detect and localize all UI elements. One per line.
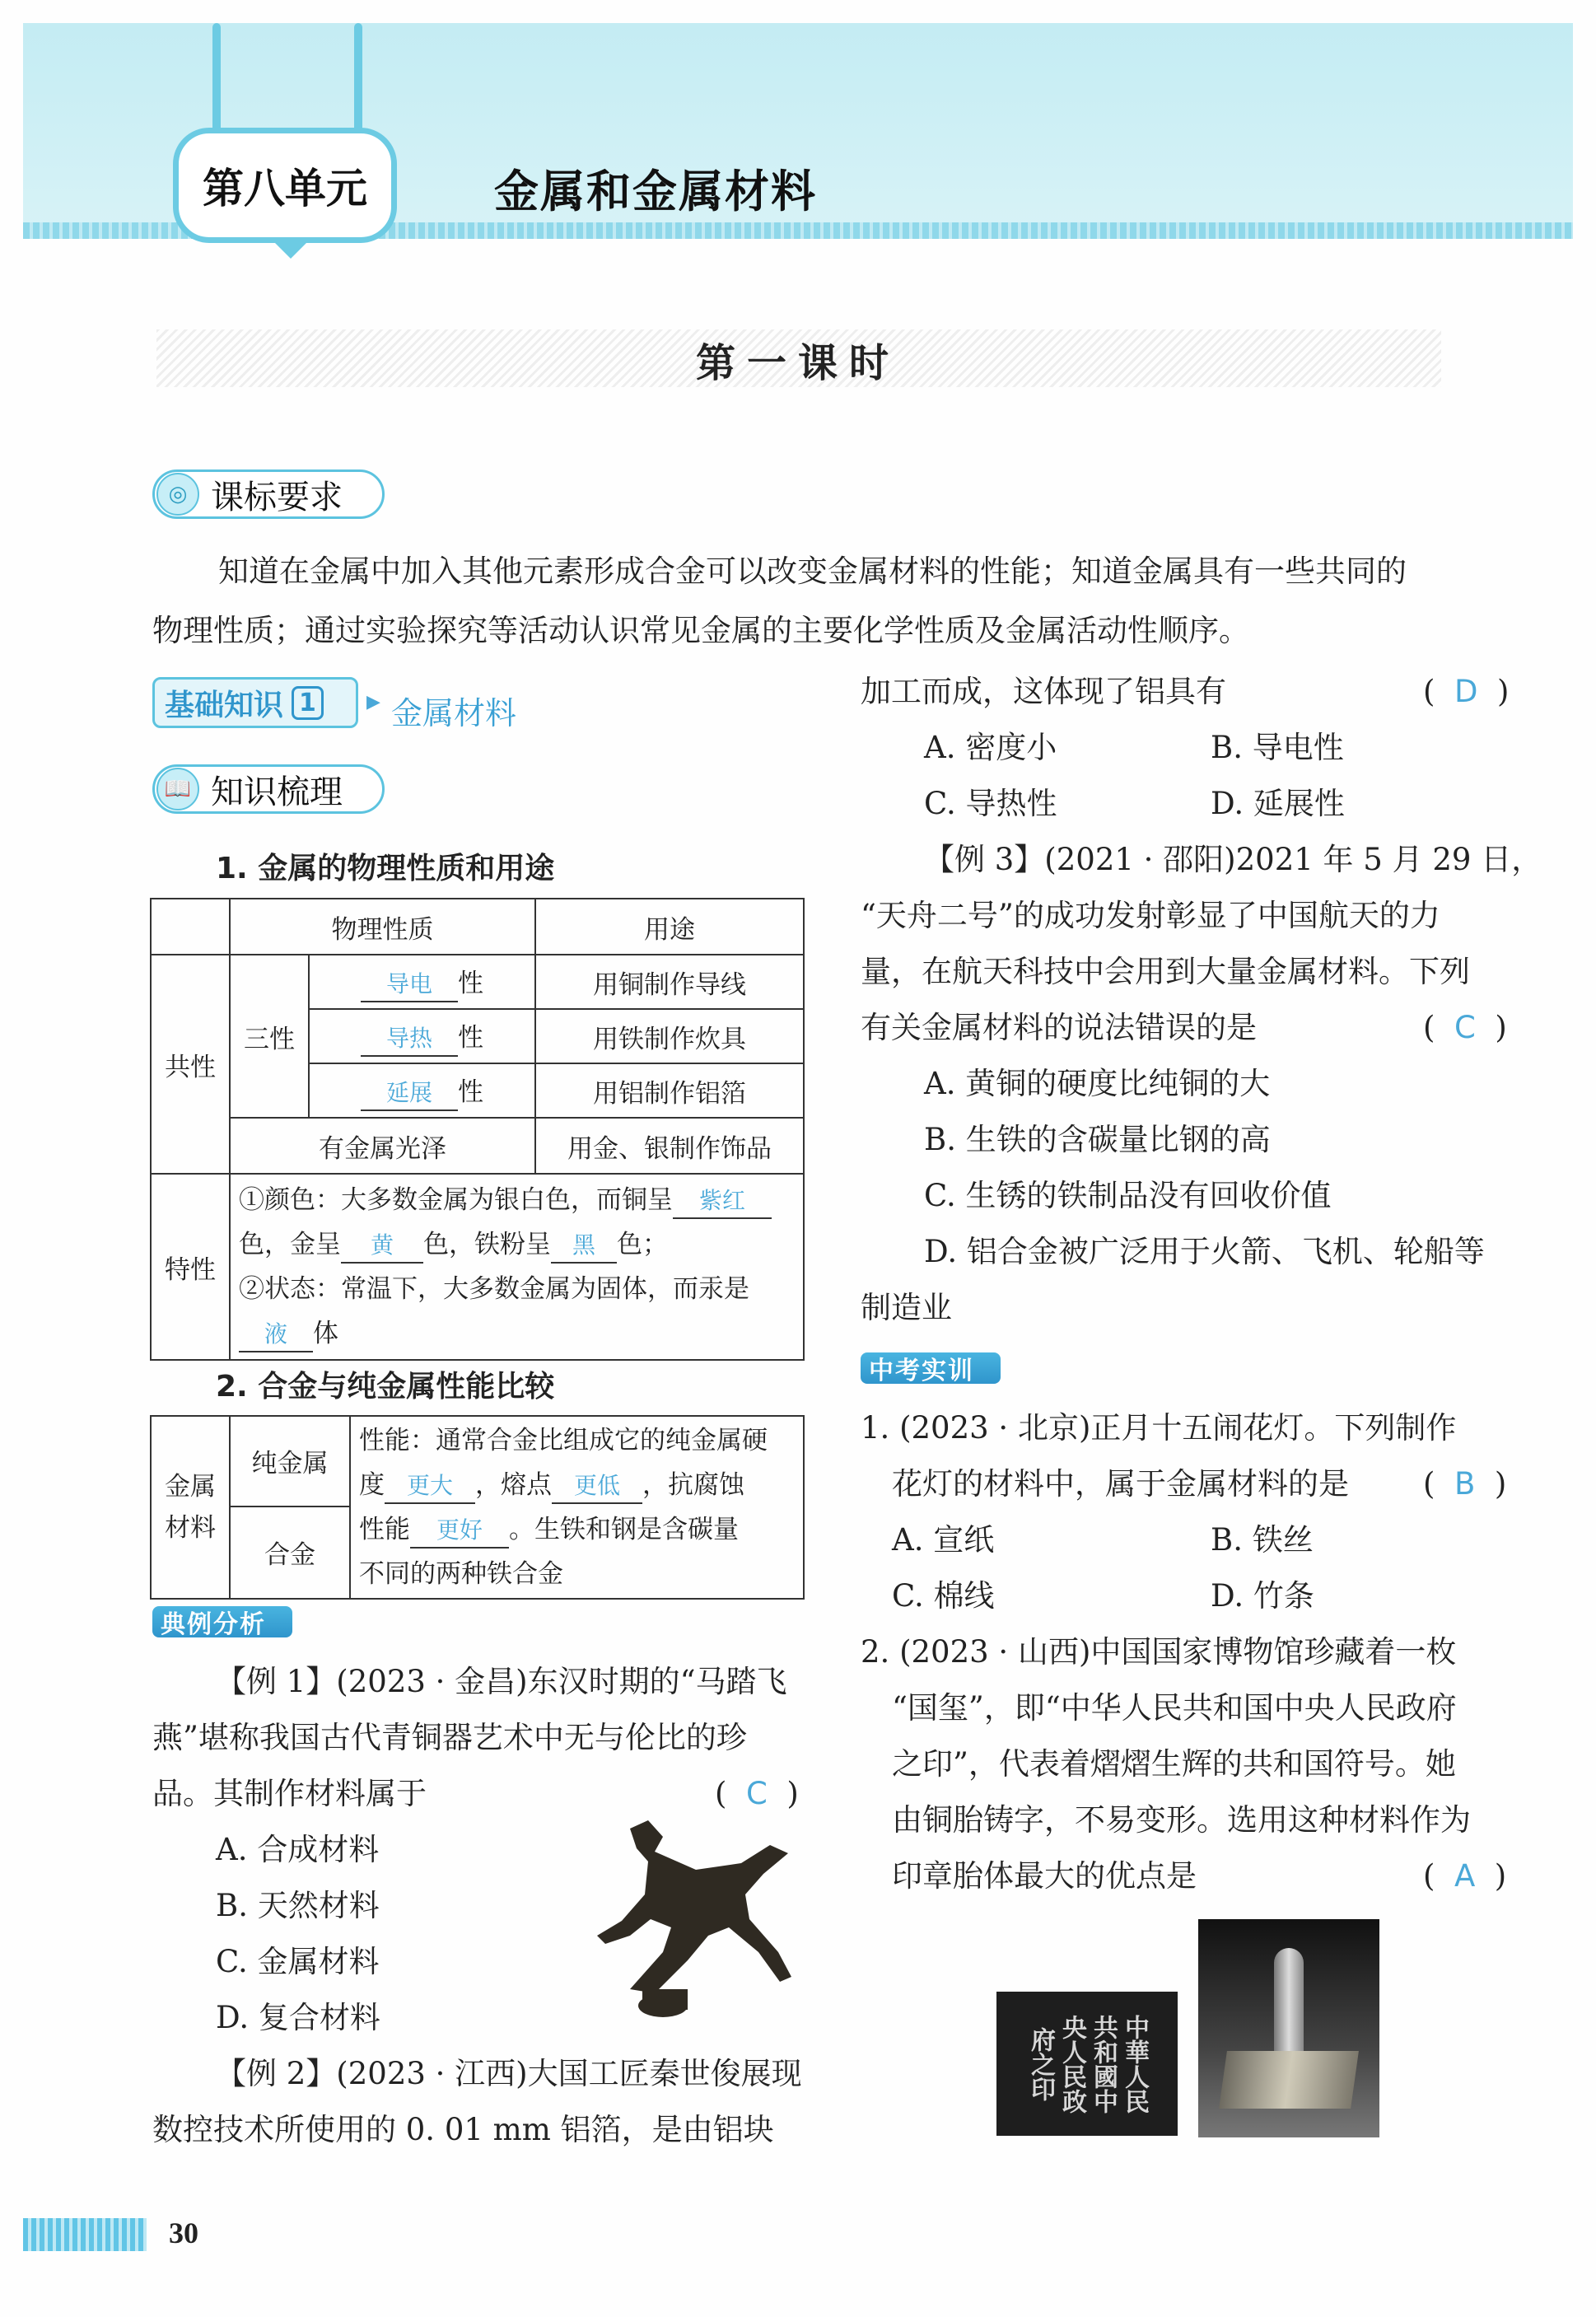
ex2-option-c: C. 导热性 xyxy=(924,786,1057,821)
ex3-option-b: B. 生铁的含碳量比钢的高 xyxy=(924,1122,1271,1157)
s1b: 色，金呈 xyxy=(239,1230,341,1259)
q1-answer-bracket: ( B ) xyxy=(1423,1466,1507,1502)
footer-bar xyxy=(23,2218,147,2251)
table2-title: 2. 合金与纯金属性能比较 xyxy=(216,1370,555,1404)
metal-mat-2: 材料 xyxy=(165,1513,216,1543)
review-pill xyxy=(152,764,385,814)
t3b: 。生铁和钢是含碳量 xyxy=(509,1515,739,1544)
unit-title: 金属和金属材料 xyxy=(494,166,817,217)
ex2-line3: 加工而成，这体现了铝具有 xyxy=(861,674,1226,709)
answer-better: 更好 xyxy=(410,1514,509,1549)
ex1-option-a: A. 合成材料 xyxy=(216,1832,380,1867)
t2b: ，熔点 xyxy=(475,1470,552,1500)
pure-metal-label: 纯金属 xyxy=(230,1416,350,1507)
t2a: 度 xyxy=(359,1470,385,1500)
chevron-right-icon: ▶ xyxy=(366,692,380,712)
ex1-option-d: D. 复合材料 xyxy=(216,2000,380,2035)
ex1-answer: C xyxy=(745,1776,768,1811)
special-label: 特性 xyxy=(151,1174,230,1360)
answer-purple-red: 紫红 xyxy=(673,1184,772,1219)
ex1-answer-bracket: ( C ) xyxy=(715,1776,799,1811)
q1-option-d: D. 竹条 xyxy=(1211,1578,1314,1614)
practice-tag: 中考实训 xyxy=(861,1352,1001,1384)
three-label: 三性 xyxy=(230,955,309,1118)
q1-option-a: A. 宣纸 xyxy=(892,1522,995,1558)
xing-3: 性 xyxy=(458,1077,483,1107)
answer-ductility: 延展 xyxy=(361,1077,458,1111)
t1: 性能：通常合金比组成它的纯金属硬 xyxy=(359,1426,768,1455)
use-2: 用铁制作炊具 xyxy=(535,1009,804,1063)
seal-imprint-image xyxy=(996,1992,1178,2136)
seal-col-1: 中華人民 xyxy=(1120,2014,1149,2114)
curriculum-line1: 知道在金属中加入其他元素形成合金可以改变金属材料的性能；知道金属具有一些共同的 xyxy=(218,554,1407,589)
s2b: 体 xyxy=(313,1319,338,1348)
ex2-option-a: A. 密度小 xyxy=(924,730,1057,765)
q2-answer-bracket: ( A ) xyxy=(1423,1858,1507,1894)
q1-answer: B xyxy=(1454,1466,1476,1502)
basic-topic: 金属材料 xyxy=(391,695,517,731)
answer-yellow: 黄 xyxy=(341,1229,423,1264)
t4: 不同的两种铁合金 xyxy=(359,1559,563,1589)
curriculum-pill xyxy=(152,469,385,519)
ex2-option-d: D. 延展性 xyxy=(1211,786,1345,821)
unit-label xyxy=(173,128,397,243)
alloy-label: 合金 xyxy=(230,1507,350,1599)
ex3-answer-bracket: ( C ) xyxy=(1423,1010,1507,1045)
answer-liquid: 液 xyxy=(239,1318,313,1352)
use-3: 用铝制作铝箔 xyxy=(535,1063,804,1118)
ex3-line4: 有关金属材料的说法错误的是 xyxy=(861,1010,1257,1045)
q2-line3: 之印”，代表着熠熠生辉的共和国符号。她 xyxy=(892,1746,1456,1782)
s1d: 色； xyxy=(617,1230,668,1259)
review-title: 知识梳理 xyxy=(211,773,343,811)
luster-label: 有金属光泽 xyxy=(230,1118,535,1174)
ex3-answer: C xyxy=(1454,1010,1476,1045)
ex2-line1: 【例 2】(2023 · 江西)大国工匠秦世俊展现 xyxy=(216,2056,802,2091)
basic-label-text: 基础知识 xyxy=(165,688,284,722)
answer-harder: 更大 xyxy=(385,1469,475,1504)
ex1-option-b: B. 天然材料 xyxy=(216,1888,380,1923)
q2-line1: 2. (2023 · 山西)中国国家博物馆珍藏着一枚 xyxy=(861,1634,1457,1670)
ex1-option-c: C. 金属材料 xyxy=(216,1944,380,1979)
q2-line5: 印章胎体最大的优点是 xyxy=(892,1858,1197,1894)
q2-line4: 由铜胎铸字，不易变形。选用这种材料作为 xyxy=(892,1802,1471,1838)
s2a: ②状态：常温下，大多数金属为固体，而汞是 xyxy=(239,1274,749,1304)
q2-answer: A xyxy=(1454,1858,1476,1894)
t3a: 性能 xyxy=(359,1515,410,1544)
ex1-line1: 【例 1】(2023 · 金昌)东汉时期的“马踏飞 xyxy=(216,1664,787,1699)
target-icon: ◎ xyxy=(156,473,199,516)
page-number: 30 xyxy=(169,2217,198,2249)
ex3-option-c: C. 生锈的铁制品没有回收价值 xyxy=(924,1178,1332,1213)
seal-col-2: 共和國中 xyxy=(1089,2014,1118,2114)
answer-conductivity: 导电 xyxy=(361,968,458,1002)
ex2-option-b: B. 导电性 xyxy=(1211,730,1344,765)
unit-label-text: 第八单元 xyxy=(203,165,367,213)
q1-line2: 花灯的材料中，属于金属材料的是 xyxy=(892,1466,1349,1502)
examples-tag: 典例分析 xyxy=(152,1606,292,1637)
seal-stamp-image xyxy=(1198,1919,1379,2137)
ex2-answer-bracket: ( D ) xyxy=(1423,674,1510,709)
th-use: 用途 xyxy=(535,899,804,955)
ex3-option-a: A. 黄铜的硬度比纯铜的大 xyxy=(924,1066,1271,1101)
bronze-horse-image xyxy=(572,1812,803,2026)
common-label: 共性 xyxy=(151,955,230,1174)
curriculum-line2: 物理性质；通过实验探究等活动认识常见金属的主要化学性质及金属活动性顺序。 xyxy=(152,613,1249,648)
hanger-right xyxy=(354,23,362,138)
q1-option-b: B. 铁丝 xyxy=(1211,1522,1314,1558)
curriculum-title: 课标要求 xyxy=(211,478,343,516)
ex2-line2: 数控技术所使用的 0. 01 mm 铝箔，是由铝块 xyxy=(152,2112,774,2147)
answer-heat: 导热 xyxy=(361,1022,458,1057)
ex3-line2: “天舟二号”的成功发射彰显了中国航天的力 xyxy=(861,898,1440,933)
use-4: 用金、银制作饰品 xyxy=(535,1118,804,1174)
basic-knowledge-label xyxy=(152,677,358,728)
physical-properties-table xyxy=(150,898,805,1361)
s1c: 色，铁粉呈 xyxy=(423,1230,551,1259)
ex3-line3: 量，在航天科技中会用到大量金属材料。下列 xyxy=(861,954,1470,989)
q1-line1: 1. (2023 · 北京)正月十五闹花灯。下列制作 xyxy=(861,1410,1457,1446)
q2-line2: “国玺”，即“中华人民共和国中央人民政府 xyxy=(892,1690,1457,1726)
book-icon: 📖 xyxy=(156,768,199,810)
basic-num: 1 xyxy=(292,686,324,720)
ex2-answer: D xyxy=(1454,674,1478,709)
th-property: 物理性质 xyxy=(230,899,535,955)
table1-title: 1. 金属的物理性质和用途 xyxy=(216,852,555,885)
q1-option-c: C. 棉线 xyxy=(892,1578,995,1614)
ex3-option-d: D. 铝合金被广泛用于火箭、飞机、轮船等 xyxy=(924,1234,1485,1269)
use-1: 用铜制作导线 xyxy=(535,955,804,1009)
answer-black: 黑 xyxy=(551,1229,617,1264)
t2c: ，抗腐蚀 xyxy=(642,1470,744,1500)
ex1-line2: 燕”堪称我国古代青铜器艺术中无与伦比的珍 xyxy=(152,1720,747,1755)
seal-col-4: 府之印 xyxy=(1026,2026,1055,2101)
s1a: ①颜色：大多数金属为银白色，而铜呈 xyxy=(239,1185,673,1215)
lesson-title: 第一课时 xyxy=(695,340,900,386)
metal-mat-1: 金属 xyxy=(165,1472,216,1502)
hanger-left xyxy=(212,23,221,138)
ex1-line3: 品。其制作材料属于 xyxy=(152,1776,427,1811)
alloy-comparison-table xyxy=(150,1415,805,1600)
ex3-line1: 【例 3】(2021 · 邵阳)2021 年 5 月 29 日， xyxy=(924,842,1542,877)
xing-1: 性 xyxy=(458,968,483,998)
seal-col-3: 央人民政 xyxy=(1057,2014,1086,2114)
xing-2: 性 xyxy=(458,1022,483,1053)
answer-lower: 更低 xyxy=(552,1469,642,1504)
ex3-option-d-cont: 制造业 xyxy=(861,1290,952,1325)
